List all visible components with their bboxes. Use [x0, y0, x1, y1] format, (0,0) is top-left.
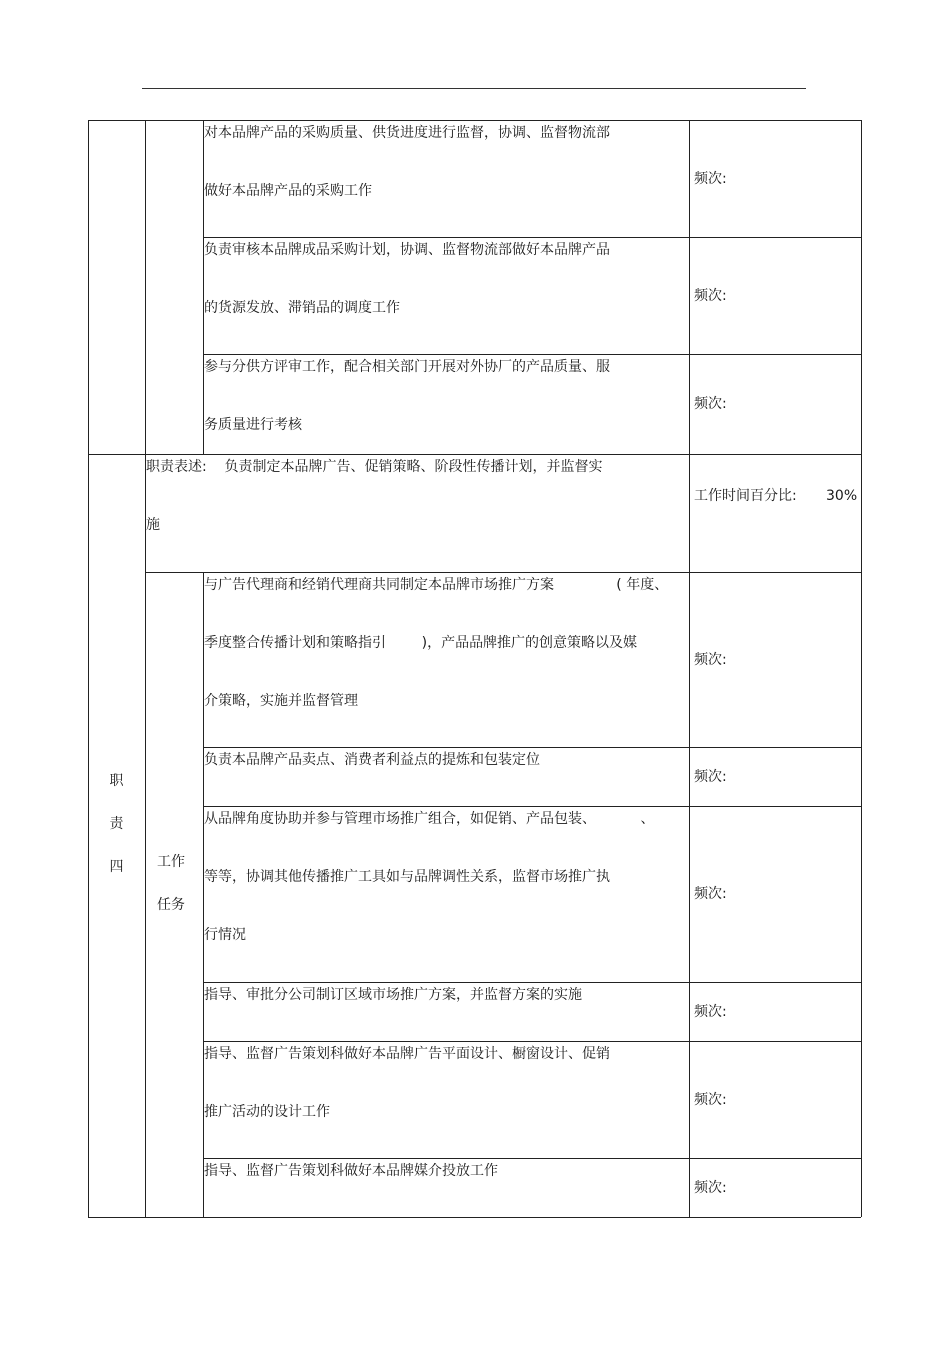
- task-text: 季度整合传播计划和策略指引 )，产品品牌推广的创意策略以及媒: [204, 635, 638, 651]
- frequency-label: 频次:: [694, 768, 727, 785]
- duty-label-char: 四: [109, 859, 124, 875]
- task-text: 与广告代理商和经销代理商共同制定本品牌市场推广方案 ( 年度、: [204, 577, 669, 593]
- row-border: [203, 982, 861, 983]
- work-task-label: 任务: [157, 897, 185, 913]
- frequency-label: 频次:: [694, 651, 727, 668]
- task-text: 指导、审批分公司制订区域市场推广方案，并监督方案的实施: [204, 987, 582, 1003]
- task-text: 从品牌角度协助并参与管理市场推广组合，如促销、产品包装、 、: [204, 811, 655, 827]
- task-text: 介策略，实施并监督管理: [204, 693, 358, 709]
- row-border: [145, 572, 861, 573]
- task-text: 负责审核本品牌成品采购计划，协调、监督物流部做好本品牌产品: [204, 242, 610, 258]
- task-text: 参与分供方评审工作，配合相关部门开展对外协厂的产品质量、服: [204, 359, 610, 375]
- header-rule: [142, 88, 806, 89]
- duty-description: 施: [146, 517, 160, 533]
- row-border: [203, 354, 861, 355]
- row-border: [203, 1041, 861, 1042]
- frequency-label: 频次:: [694, 396, 727, 412]
- column-border: [145, 120, 146, 1217]
- task-text: 指导、监督广告策划科做好本品牌媒介投放工作: [204, 1163, 498, 1179]
- time-percent-value: 30%: [826, 488, 858, 504]
- table-top-border: [88, 120, 861, 121]
- column-border: [203, 120, 204, 454]
- section-divider: [88, 454, 861, 455]
- task-text: 等等，协调其他传播推广工具如与品牌调性关系，监督市场推广执: [204, 869, 610, 885]
- row-border: [203, 806, 861, 807]
- frequency-label: 频次:: [694, 287, 727, 304]
- duty-label-char: 责: [109, 816, 124, 832]
- row-border: [203, 237, 861, 238]
- table-left-border: [88, 120, 89, 1217]
- task-text: 做好本品牌产品的采购工作: [204, 183, 372, 199]
- frequency-label: 频次:: [694, 170, 727, 187]
- task-text: 务质量进行考核: [204, 417, 302, 433]
- table-right-border: [861, 120, 862, 1217]
- row-border: [203, 747, 861, 748]
- task-text: 的货源发放、滞销品的调度工作: [204, 300, 400, 316]
- task-text: 指导、监督广告策划科做好本品牌广告平面设计、橱窗设计、促销: [204, 1046, 610, 1062]
- row-border: [203, 1158, 861, 1159]
- column-border: [689, 120, 690, 1217]
- task-text: 行情况: [204, 927, 246, 943]
- table-bottom-border: [88, 1217, 861, 1218]
- frequency-label: 频次:: [694, 1091, 727, 1108]
- time-percent-label: 工作时间百分比:: [694, 488, 797, 504]
- task-text: 推广活动的设计工作: [204, 1104, 330, 1120]
- task-text: 负责本品牌产品卖点、消费者利益点的提炼和包装定位: [204, 752, 540, 768]
- work-task-label: 工作: [157, 854, 185, 870]
- task-text: 对本品牌产品的采购质量、供货进度进行监督，协调、监督物流部: [204, 125, 610, 141]
- frequency-label: 频次:: [694, 1179, 727, 1196]
- duty-description: 职责表述: 负责制定本品牌广告、促销策略、阶段性传播计划，并监督实: [146, 459, 603, 475]
- duty-label-char: 职: [109, 773, 124, 789]
- frequency-label: 频次:: [694, 886, 727, 902]
- frequency-label: 频次:: [694, 1003, 727, 1020]
